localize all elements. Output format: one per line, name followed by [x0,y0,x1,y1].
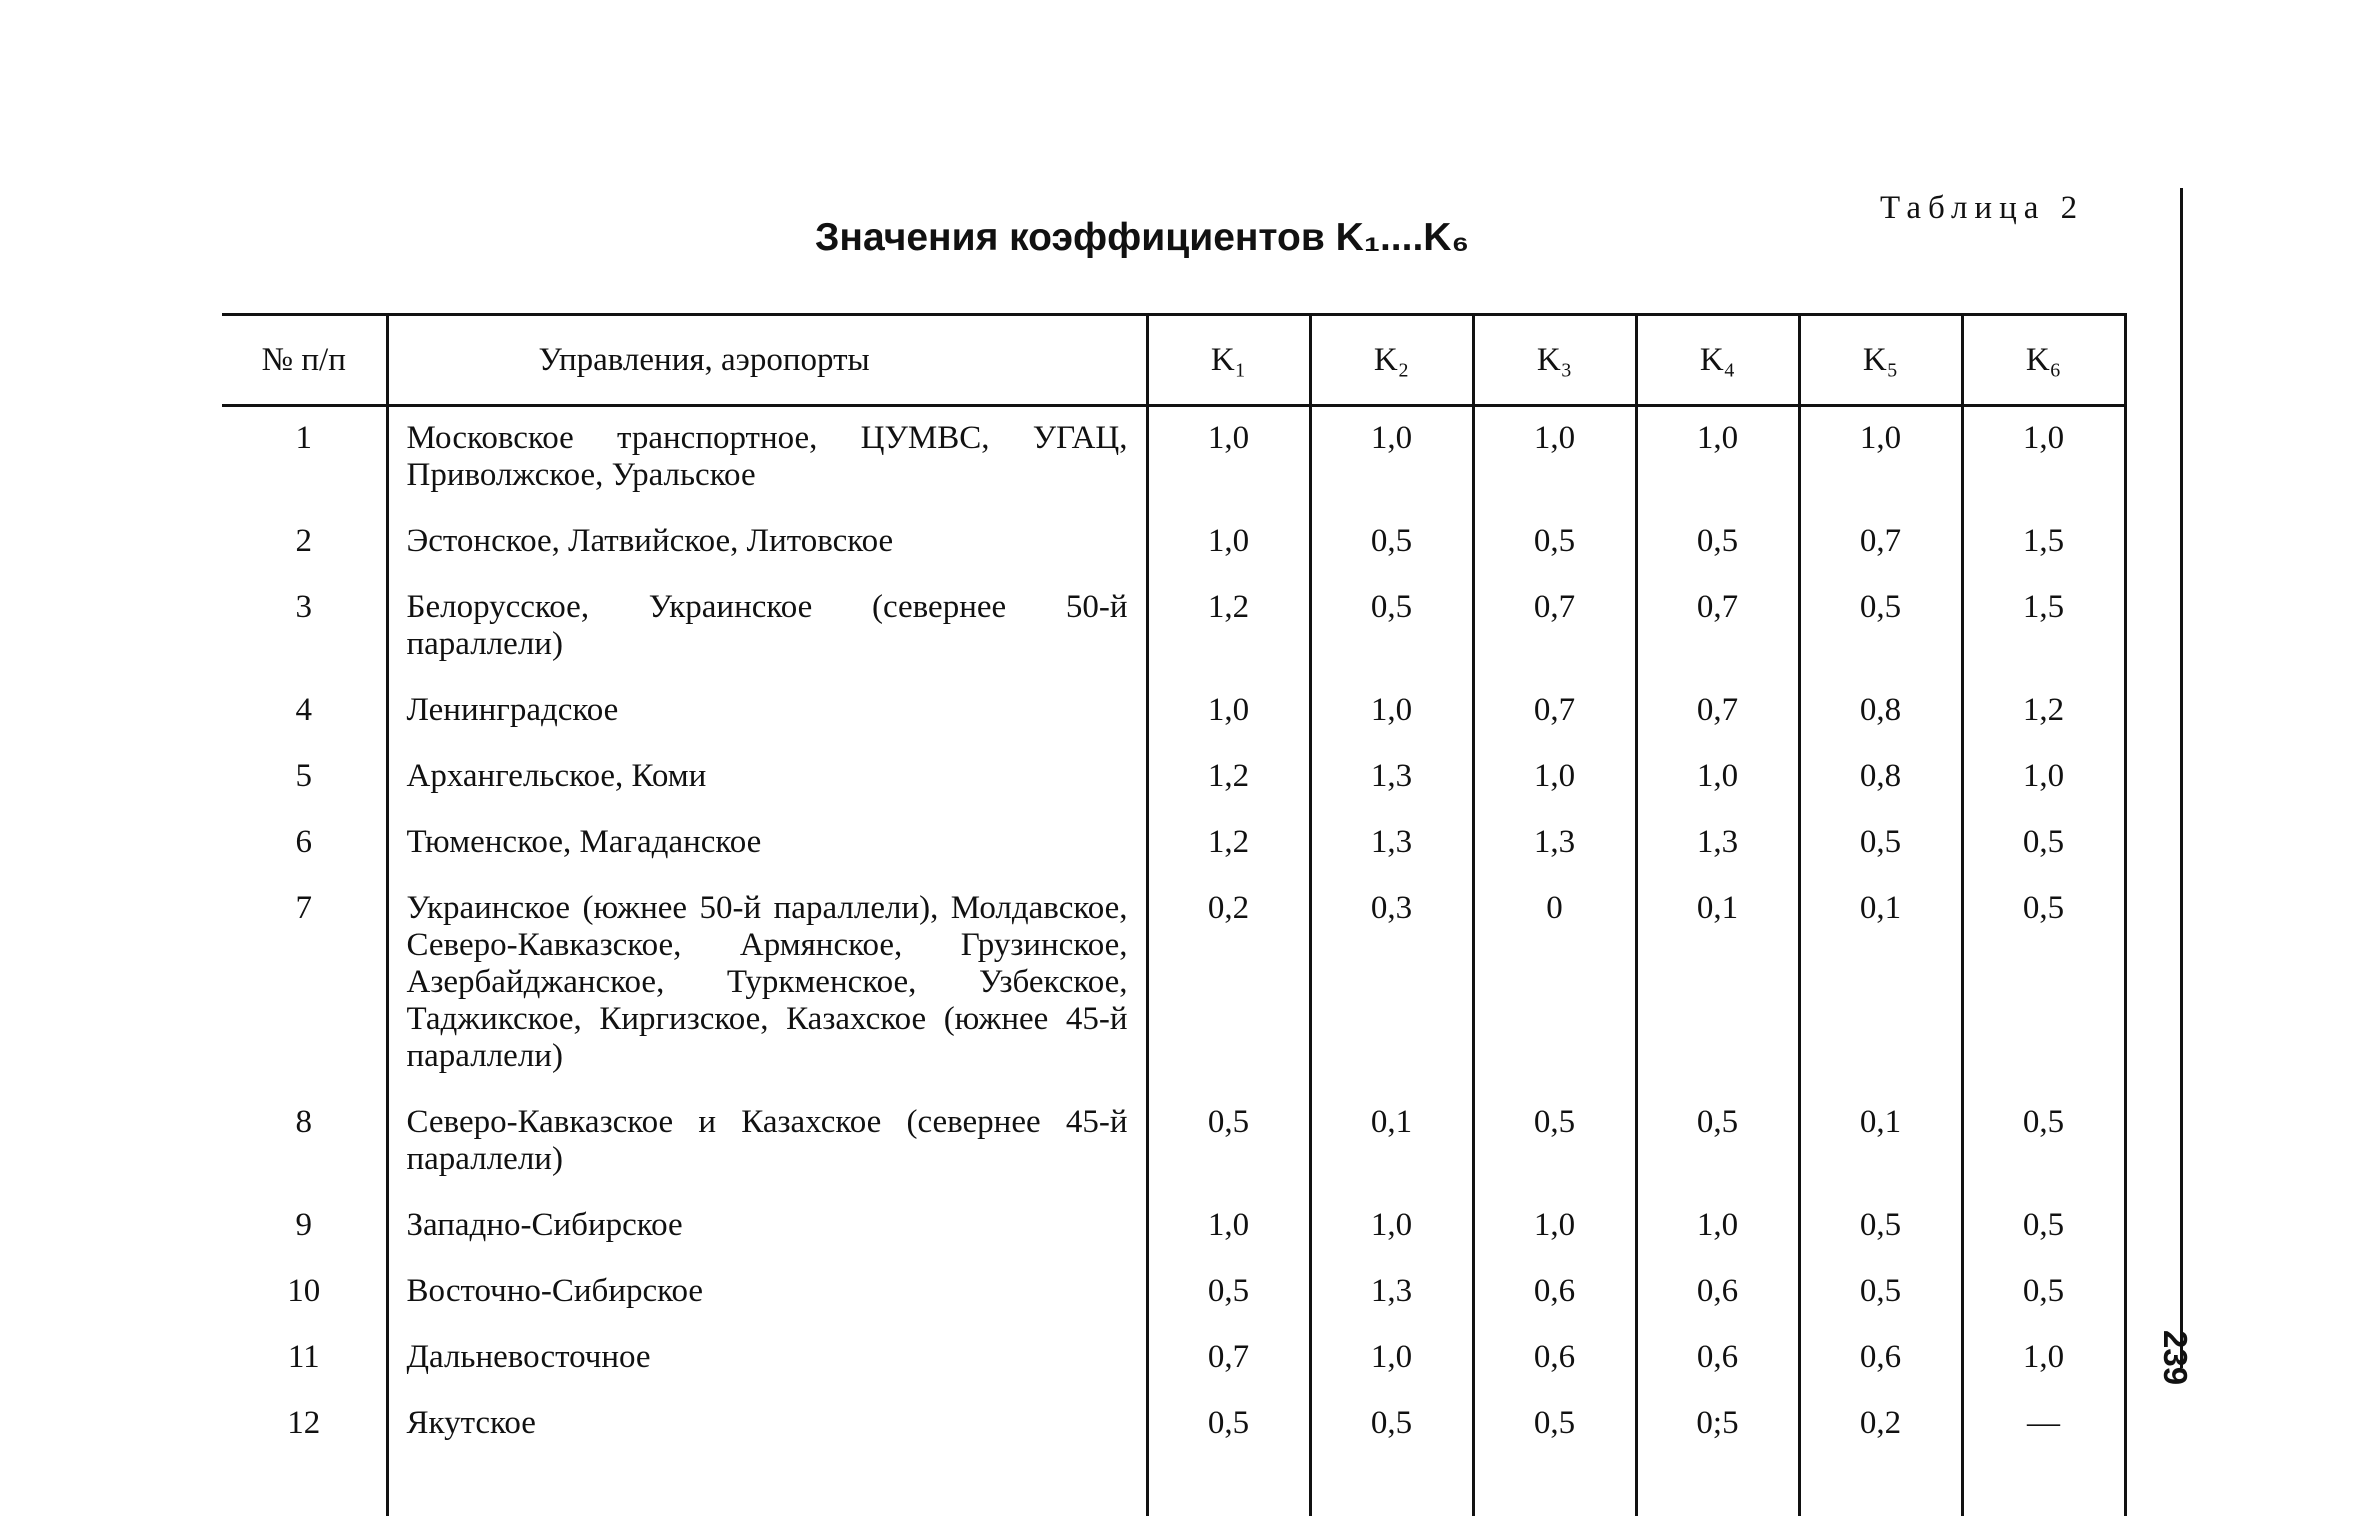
filler-cell [1962,1458,2125,1516]
row-k3-value: 0,5 [1473,1392,1636,1458]
table-row [222,1326,2125,1392]
filler-cell [387,1458,1147,1516]
table-row [222,1260,2125,1326]
header-k6: K₆ [1962,315,2125,406]
header-k5: K₅ [1799,315,1962,406]
row-name: Белорусское, Украинское (севернее 50-й параллели) [387,576,1147,679]
row-k5-value: 0,2 [1799,1392,1962,1458]
header-name: Управления, аэропорты [387,315,1147,406]
table-header [222,315,2125,406]
row-k2-value: 1,3 [1310,811,1473,877]
row-number: 12 [287,1405,321,1441]
row-name: Ленинградское [387,679,1147,745]
row-k1-value: 0,5 [1147,1091,1310,1194]
row-k5-value: 0,7 [1799,510,1962,576]
row-k2-value: 1,0 [1310,679,1473,745]
row-k5-value: 0,5 [1799,811,1962,877]
row-k6-value: 0,5 [1962,1260,2125,1326]
table-row [222,1194,2125,1260]
row-name: Дальневосточное [387,1326,1147,1392]
filler-cell [1310,1458,1473,1516]
row-name: Западно-Сибирское [387,1194,1147,1260]
row-k2-value: 0,5 [1310,510,1473,576]
row-k1-value: 0,2 [1147,877,1310,1091]
row-k6-value: 1,2 [1962,679,2125,745]
row-k3-value: 0 [1473,877,1636,1091]
row-k2-value: 0,1 [1310,1091,1473,1194]
table-row [222,576,2125,679]
row-k4-value: 1,0 [1636,745,1799,811]
header-k1: K₁ [1147,315,1310,406]
row-k3-value: 0,6 [1473,1326,1636,1392]
table-filler-row [222,1458,2125,1516]
header-k4: K₄ [1636,315,1799,406]
filler-cell [1799,1458,1962,1516]
row-name: Восточно-Сибирское [387,1260,1147,1326]
row-k2-value: 1,0 [1310,1194,1473,1260]
row-k6-value: 0,5 [1962,1091,2125,1194]
row-name: Северо-Кавказское и Казахское (севернее 45-й параллели) [387,1091,1147,1194]
row-k5-value: 0,5 [1799,1260,1962,1326]
row-k1-value: 1,0 [1147,679,1310,745]
row-k4-value: 1,3 [1636,811,1799,877]
row-k2-value: 1,0 [1310,1326,1473,1392]
row-k4-value: 0;5 [1636,1392,1799,1458]
row-k3-value: 0,6 [1473,1260,1636,1326]
row-name: Украинское (южнее 50-й параллели), Молдавское, Северо-Кавказское, Армянское, Грузинское, Азербайджанское, Туркменское, Узбекское, Таджикское, Киргизское, Казахское (южнее 45-й параллели) [387,877,1147,1091]
row-k4-value: 0,6 [1636,1326,1799,1392]
page-number: 239 [2157,1330,2194,1386]
table-row [222,510,2125,576]
row-k4-value: 1,0 [1636,406,1799,511]
row-k5-value: 0,1 [1799,1091,1962,1194]
row-number: 5 [295,758,312,794]
row-k2-value: 0,5 [1310,1392,1473,1458]
row-k6-value: 1,5 [1962,510,2125,576]
table-row [222,1091,2125,1194]
row-k4-value: 0,7 [1636,576,1799,679]
row-k3-value: 1,3 [1473,811,1636,877]
table-body [222,406,2125,1517]
row-k6-value: 1,0 [1962,406,2125,511]
row-number: 8 [295,1104,312,1140]
filler-cell [1147,1458,1310,1516]
header-row [222,315,2125,406]
row-name: Якутское [387,1392,1147,1458]
filler-cell [1473,1458,1636,1516]
row-k6-value: 1,5 [1962,576,2125,679]
row-k4-value: 0,6 [1636,1260,1799,1326]
row-k1-value: 1,2 [1147,745,1310,811]
header-number: № п/п [222,315,387,406]
row-name: Эстонское, Латвийское, Литовское [387,510,1147,576]
row-k3-value: 0,5 [1473,510,1636,576]
row-k4-value: 0,5 [1636,510,1799,576]
row-k1-value: 1,2 [1147,576,1310,679]
row-k5-value: 0,5 [1799,576,1962,679]
row-number: 9 [295,1207,312,1243]
row-k5-value: 0,5 [1799,1194,1962,1260]
row-k2-value: 0,5 [1310,576,1473,679]
row-k1-value: 0,5 [1147,1260,1310,1326]
row-k1-value: 0,7 [1147,1326,1310,1392]
row-number: 2 [295,523,312,559]
row-k5-value: 1,0 [1799,406,1962,511]
row-k1-value: 0,5 [1147,1392,1310,1458]
row-k6-value: 1,0 [1962,745,2125,811]
row-k3-value: 1,0 [1473,1194,1636,1260]
row-number: 4 [295,692,312,728]
table-row [222,406,2125,511]
table-row [222,877,2125,1091]
row-k2-value: 1,0 [1310,406,1473,511]
filler-cell [222,1458,387,1516]
row-number: 1 [295,420,312,456]
table-row [222,679,2125,745]
header-k2: K₂ [1310,315,1473,406]
table-title: Значения коэффициентов K₁....K₆ [815,216,1470,259]
row-number: 6 [295,824,312,860]
header-k3: K₃ [1473,315,1636,406]
row-k2-value: 1,3 [1310,745,1473,811]
row-k3-value: 1,0 [1473,406,1636,511]
table-row [222,745,2125,811]
row-name: Тюменское, Магаданское [387,811,1147,877]
row-number: 10 [287,1273,321,1309]
row-k4-value: 0,5 [1636,1091,1799,1194]
row-k1-value: 1,0 [1147,406,1310,511]
table-row [222,811,2125,877]
row-k6-value: 0,5 [1962,1194,2125,1260]
row-k6-value: 0,5 [1962,877,2125,1091]
page-edge-rule [2180,188,2183,1368]
row-k1-value: 1,0 [1147,1194,1310,1260]
row-name: Архангельское, Коми [387,745,1147,811]
row-number: 11 [287,1339,320,1375]
row-k4-value: 1,0 [1636,1194,1799,1260]
row-k4-value: 0,1 [1636,877,1799,1091]
row-k1-value: 1,2 [1147,811,1310,877]
row-number: 3 [295,589,312,625]
table-caption: Таблица 2 [1880,190,2085,226]
row-k3-value: 0,7 [1473,679,1636,745]
row-k3-value: 1,0 [1473,745,1636,811]
row-k5-value: 0,6 [1799,1326,1962,1392]
row-k5-value: 0,8 [1799,745,1962,811]
coefficients-table [222,313,2127,1516]
row-name: Московское транспортное, ЦУМВС, УГАЦ, Приволжское, Уральское [387,406,1147,511]
table-row [222,1392,2125,1458]
row-k5-value: 0,1 [1799,877,1962,1091]
row-k5-value: 0,8 [1799,679,1962,745]
row-number: 7 [295,890,312,926]
row-k6-value: 0,5 [1962,811,2125,877]
row-k2-value: 0,3 [1310,877,1473,1091]
row-k6-value: 1,0 [1962,1326,2125,1392]
row-k6-value: — [1962,1392,2125,1458]
row-k3-value: 0,7 [1473,576,1636,679]
filler-cell [1636,1458,1799,1516]
row-k1-value: 1,0 [1147,510,1310,576]
row-k4-value: 0,7 [1636,679,1799,745]
row-k2-value: 1,3 [1310,1260,1473,1326]
row-k3-value: 0,5 [1473,1091,1636,1194]
